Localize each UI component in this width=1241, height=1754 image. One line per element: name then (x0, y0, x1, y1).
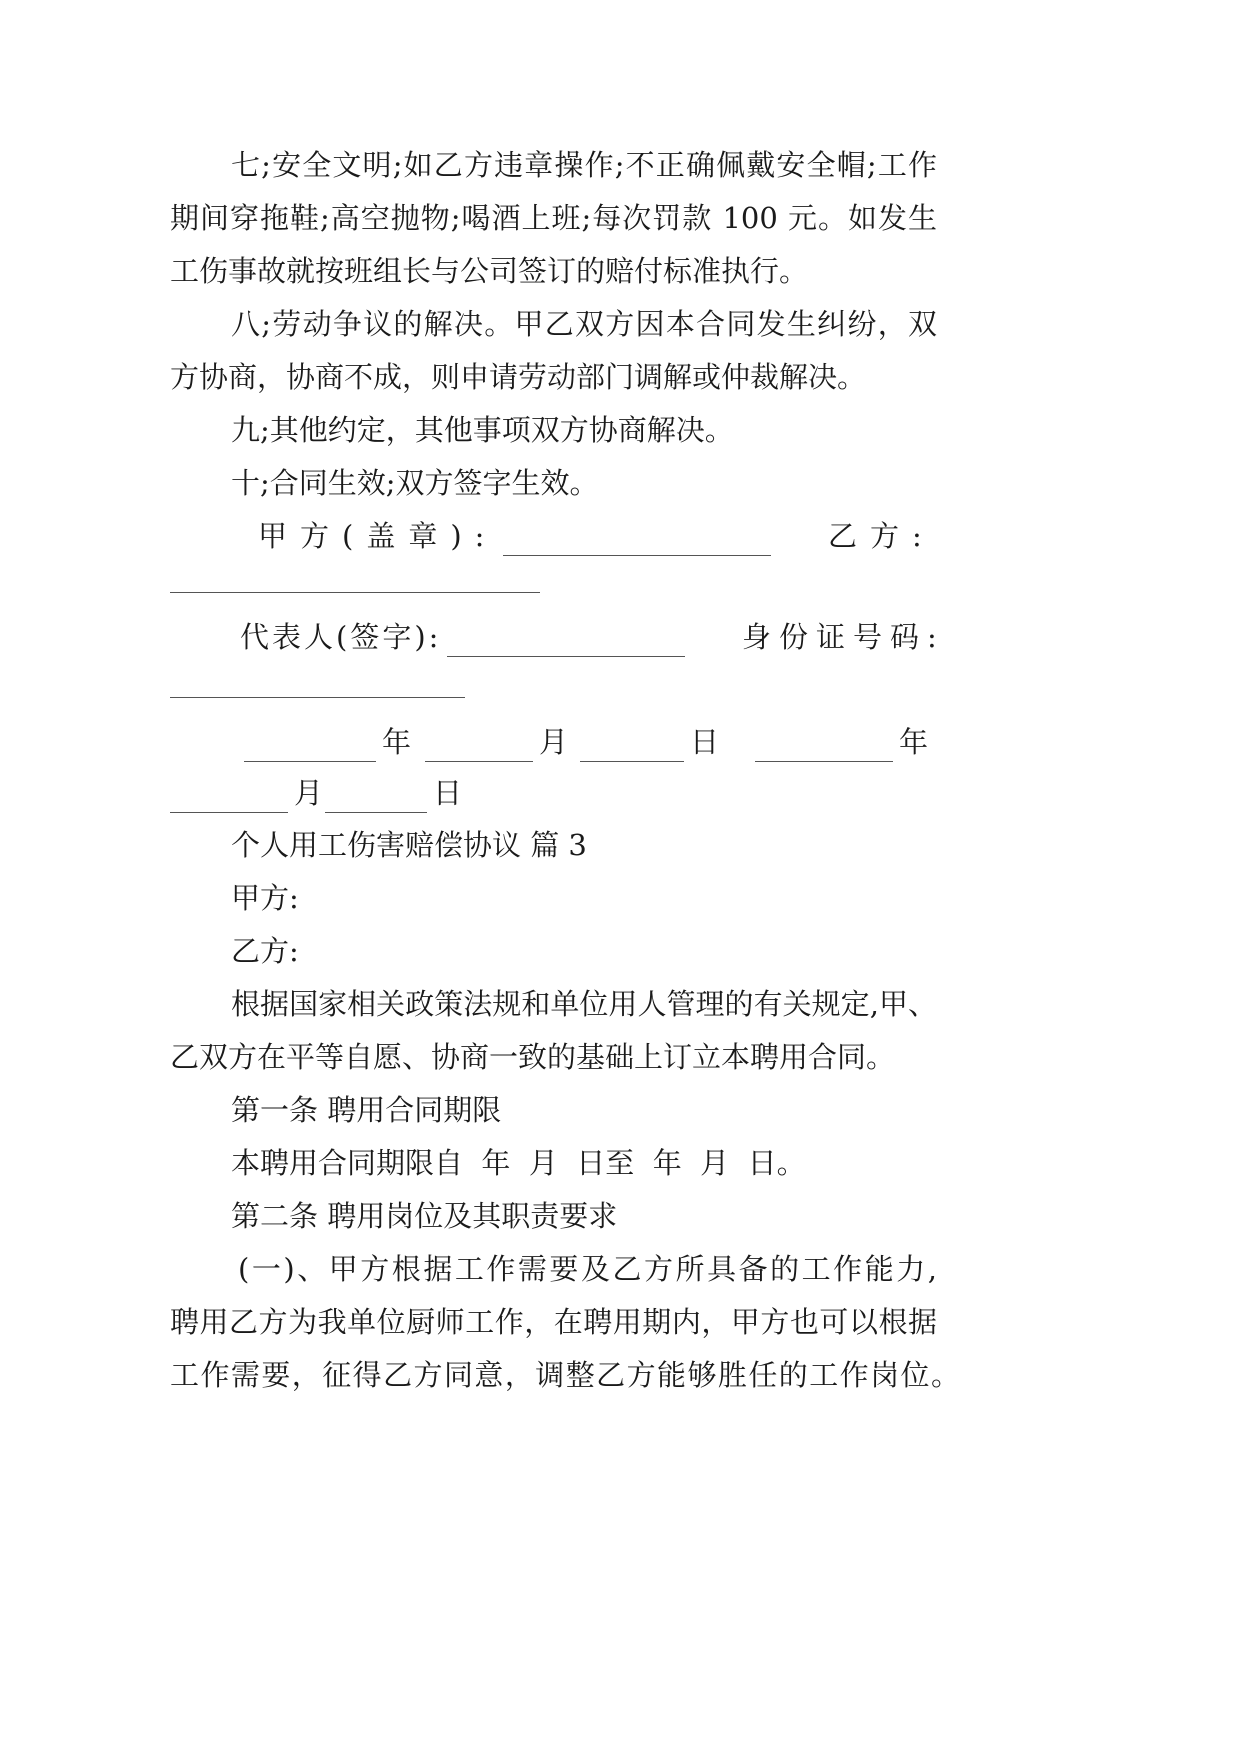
party-b-line: 乙方: (231, 934, 299, 968)
date-year-blank-2 (755, 737, 893, 762)
representative-label: 代表人(签字): (240, 620, 442, 654)
article-2-line-3: 工作需要，征得乙方同意，调整乙方能够胜任的工作岗位。 (170, 1358, 960, 1392)
signature-row-representative (240, 617, 691, 657)
date-row-1 (244, 722, 928, 762)
intro-line-2: 乙双方在平等自愿、协商一致的基础上订立本聘用合同。 (170, 1040, 896, 1074)
clause-7-line-2: 期间穿拖鞋;高空抛物;喝酒上班;每次罚款 100 元。如发生 (170, 201, 937, 235)
date-day-label-2: 日 (433, 776, 463, 810)
clause-9: 九;其他约定，其他事项双方协商解决。 (231, 413, 734, 447)
date-year-blank-1 (244, 737, 376, 762)
party-a-line: 甲方: (231, 881, 299, 915)
representative-blank (447, 632, 685, 657)
article-2-title: 第二条 聘用岗位及其职责要求 (231, 1199, 618, 1233)
party-b-label-wrap (828, 516, 935, 556)
party-a-seal-label: 甲方(盖章): (258, 519, 498, 553)
id-number-label-wrap (742, 617, 945, 657)
section-title: 个人用工伤害赔偿协议 篇 3 (231, 828, 587, 862)
date-day-blank-2 (325, 788, 427, 813)
id-number-blank (170, 697, 465, 698)
clause-10: 十;合同生效;双方签字生效。 (231, 466, 599, 500)
id-number-label: 身份证号码: (742, 620, 945, 654)
article-1-body: 本聘用合同期限自 年 月 日至 年 月 日。 (231, 1146, 806, 1180)
date-year-label-2: 年 (899, 725, 929, 759)
clause-7-line-3: 工伤事故就按班组长与公司签订的赔付标准执行。 (170, 254, 809, 288)
date-month-label-1: 月 (539, 725, 569, 759)
party-b-signature-blank (170, 592, 540, 593)
date-year-label-1: 年 (382, 725, 412, 759)
date-month-label-2: 月 (294, 776, 324, 810)
party-b-signature-label: 乙方: (828, 519, 935, 553)
date-day-blank-1 (580, 737, 684, 762)
date-month-blank-1 (425, 737, 533, 762)
clause-8-line-2: 方协商，协商不成，则申请劳动部门调解或仲裁解决。 (170, 360, 867, 394)
clause-8-line-1: 八;劳动争议的解决。甲乙双方因本合同发生纠纷，双 (231, 307, 937, 341)
article-2-line-2: 聘用乙方为我单位厨师工作，在聘用期内，甲方也可以根据 (170, 1305, 937, 1339)
clause-7-line-1: 七;安全文明;如乙方违章操作;不正确佩戴安全帽;工作 (231, 148, 937, 182)
date-month-blank-2 (170, 788, 288, 813)
party-a-seal-blank (503, 531, 771, 556)
intro-line-1: 根据国家相关政策法规和单位用人管理的有关规定,甲、 (231, 987, 937, 1021)
article-2-line-1: (一)、甲方根据工作需要及乙方所具备的工作能力, (238, 1252, 937, 1286)
date-row-2 (170, 773, 462, 813)
article-1-title: 第一条 聘用合同期限 (231, 1093, 502, 1127)
signature-row-parties (258, 516, 777, 556)
date-day-label-1: 日 (690, 725, 720, 759)
